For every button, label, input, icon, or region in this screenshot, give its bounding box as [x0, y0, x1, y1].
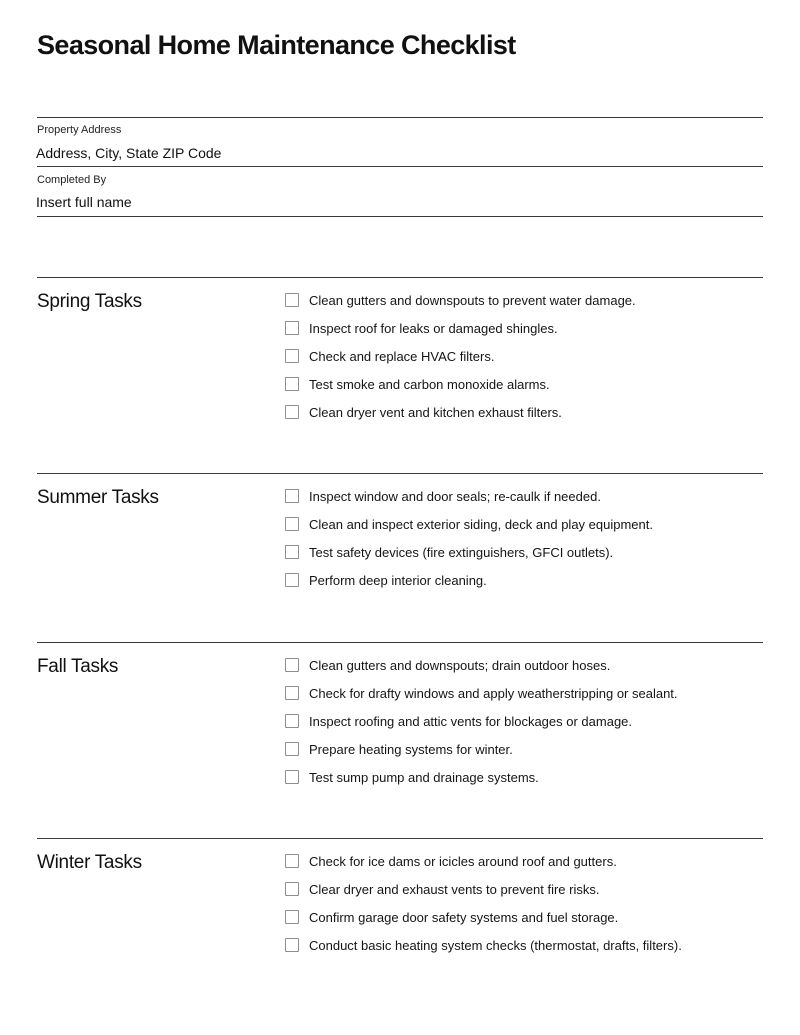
checkbox[interactable]: [285, 742, 299, 756]
task-label: Clean dryer vent and kitchen exhaust filters.: [309, 404, 562, 420]
spring-task-list: [285, 286, 636, 426]
checkbox[interactable]: [285, 489, 299, 503]
divider: [37, 166, 763, 167]
task-item: [285, 707, 678, 735]
task-item: [285, 847, 682, 875]
task-item: [285, 314, 636, 342]
task-item: [285, 286, 636, 314]
task-label: Inspect window and door seals; re-caulk if needed.: [309, 488, 601, 504]
winter-task-list: [285, 847, 682, 959]
section-title-winter: Winter Tasks: [37, 852, 142, 873]
task-label: Perform deep interior cleaning.: [309, 572, 487, 588]
task-label: Inspect roofing and attic vents for blockages or damage.: [309, 713, 633, 729]
divider: [37, 117, 763, 118]
checkbox[interactable]: [285, 658, 299, 672]
task-item: [285, 538, 653, 566]
task-item: [285, 763, 678, 791]
section-title-spring: Spring Tasks: [37, 291, 142, 312]
checkbox[interactable]: [285, 517, 299, 531]
task-label: Test safety devices (fire extinguishers, GFCI outlets).: [309, 544, 614, 560]
task-label: Clean gutters and downspouts; drain outdoor hoses.: [309, 657, 611, 673]
task-label: Check and replace HVAC filters.: [309, 348, 495, 364]
fall-task-list: [285, 651, 678, 791]
task-item: [285, 651, 678, 679]
checkbox[interactable]: [285, 377, 299, 391]
task-item: [285, 875, 682, 903]
checkbox[interactable]: [285, 349, 299, 363]
checkbox[interactable]: [285, 770, 299, 784]
task-label: Clean and inspect exterior siding, deck and play equipment.: [309, 516, 653, 532]
task-item: [285, 679, 678, 707]
task-item: [285, 931, 682, 959]
section-title-summer: Summer Tasks: [37, 487, 159, 508]
task-label: Clear dryer and exhaust vents to prevent fire risks.: [309, 881, 600, 897]
checkbox[interactable]: [285, 854, 299, 868]
summer-task-list: [285, 482, 653, 594]
task-item: [285, 398, 636, 426]
page-title: Seasonal Home Maintenance Checklist: [37, 30, 516, 60]
completed-by-label: Completed By: [37, 174, 107, 186]
task-label: Prepare heating systems for winter.: [309, 741, 513, 757]
section-divider: [37, 838, 763, 839]
task-item: [285, 903, 682, 931]
checkbox[interactable]: [285, 405, 299, 419]
section-divider: [37, 473, 763, 474]
task-item: [285, 566, 653, 594]
checkbox[interactable]: [285, 714, 299, 728]
task-label: Inspect roof for leaks or damaged shingles.: [309, 320, 558, 336]
checkbox[interactable]: [285, 573, 299, 587]
task-item: [285, 342, 636, 370]
property-address-label: Property Address: [37, 124, 122, 136]
task-label: Check for ice dams or icicles around roof and gutters.: [309, 853, 617, 869]
task-label: Check for drafty windows and apply weatherstripping or sealant.: [309, 685, 678, 701]
checkbox[interactable]: [285, 321, 299, 335]
task-label: Confirm garage door safety systems and fuel storage.: [309, 909, 619, 925]
section-title-fall: Fall Tasks: [37, 656, 119, 677]
task-item: [285, 735, 678, 763]
checkbox[interactable]: [285, 293, 299, 307]
task-item: [285, 370, 636, 398]
section-divider: [37, 642, 763, 643]
task-label: Clean gutters and downspouts to prevent water damage.: [309, 292, 636, 308]
property-address-input[interactable]: [36, 145, 636, 161]
checkbox[interactable]: [285, 545, 299, 559]
divider: [37, 216, 763, 217]
task-label: Test sump pump and drainage systems.: [309, 769, 539, 785]
checkbox[interactable]: [285, 910, 299, 924]
task-label: Conduct basic heating system checks (thermostat, drafts, filters).: [309, 937, 682, 953]
task-label: Test smoke and carbon monoxide alarms.: [309, 376, 550, 392]
checkbox[interactable]: [285, 938, 299, 952]
task-item: [285, 482, 653, 510]
task-item: [285, 510, 653, 538]
checkbox[interactable]: [285, 686, 299, 700]
checkbox[interactable]: [285, 882, 299, 896]
completed-by-input[interactable]: [36, 194, 636, 210]
section-divider: [37, 277, 763, 278]
